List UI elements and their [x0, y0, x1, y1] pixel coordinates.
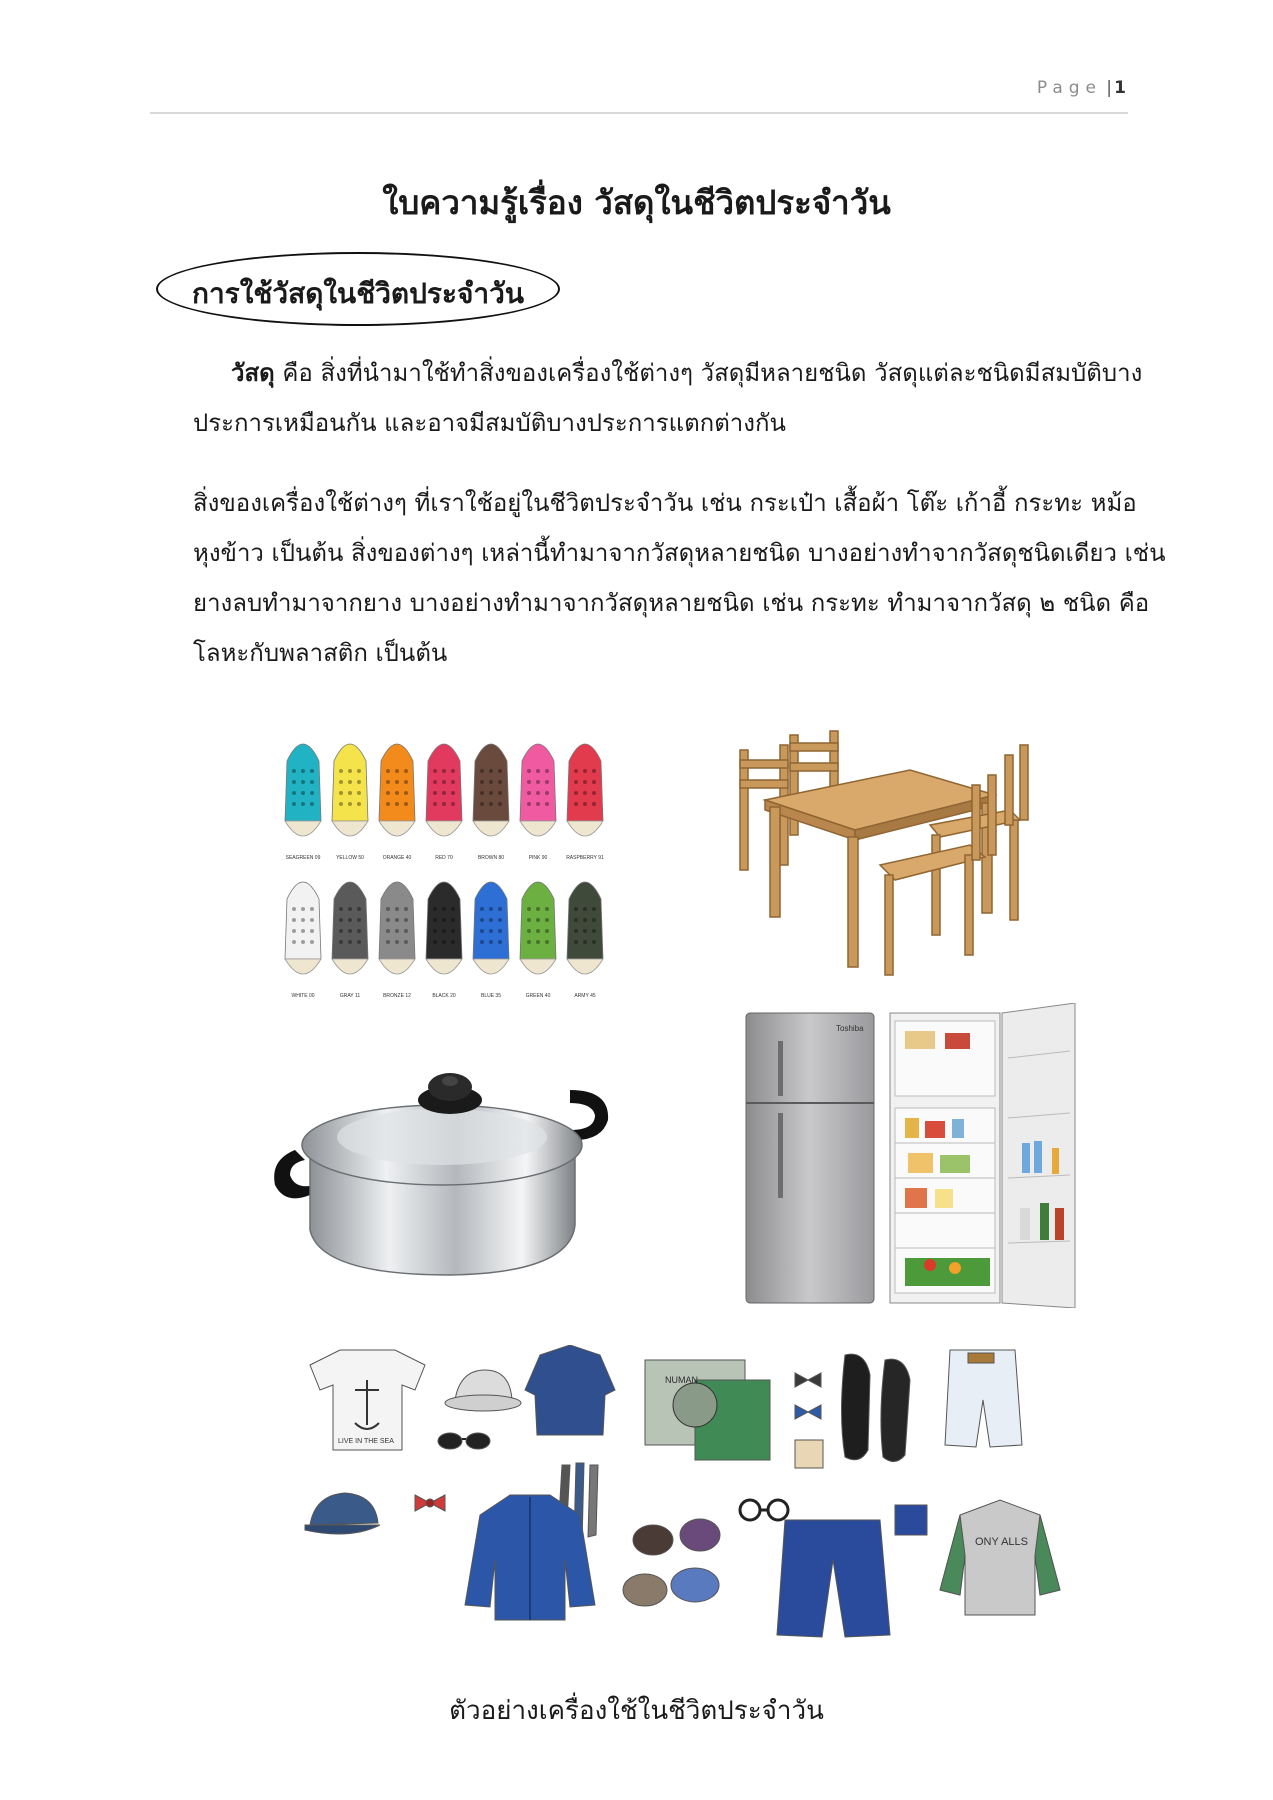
table-chairs-image	[720, 725, 1065, 980]
pot-image	[270, 1045, 615, 1285]
paragraph-2-line-2: หุงข้าว เป็นต้น สิ่งของต่างๆ เหล่านี้ทำมาจากวัสดุหลายชนิด บางอย่างทำจากวัสดุชนิดเดียว เช่น	[193, 539, 1166, 567]
denim-shirt	[525, 1345, 615, 1435]
paragraph-2-line-3: ยางลบทำมาจากยาง บางอย่างทำมาจากวัสดุหลายชนิด เช่น กระทะ ทำมาจากวัสดุ ๒ ชนิด คือ	[193, 589, 1150, 617]
shoe	[426, 882, 462, 999]
sunglasses	[438, 1433, 490, 1449]
shoe-color-label: YELLOW 50	[336, 855, 364, 861]
shoe-color-label: PINK 90	[528, 855, 548, 861]
shoe-color-label: BLACK 20	[432, 993, 456, 999]
shoe	[473, 882, 509, 999]
shoe	[473, 744, 509, 861]
shoe	[567, 882, 603, 999]
shoe-color-label: WHITE 00	[291, 993, 315, 999]
paragraph-1-line-1	[231, 358, 1142, 388]
page-label: Page	[1036, 78, 1102, 98]
shoe	[566, 744, 604, 861]
shoe	[285, 882, 321, 999]
striped-shorts	[777, 1520, 890, 1637]
shoe	[520, 882, 556, 999]
bow-ties	[795, 1373, 823, 1468]
shoe-color-label: GRAY 11	[339, 993, 361, 999]
tshirt-print: LIVE IN THE SEA	[338, 1438, 394, 1445]
refrigerator-image	[740, 1003, 1080, 1308]
page-number: 1	[1114, 78, 1126, 98]
paragraph-2-line-1: สิ่งของเครื่องใช้ต่างๆ ที่เราใช้อยู่ในชีวิตประจำวัน เช่น กระเป๋า เสื้อผ้า โต๊ะ เก้าอี้ กระทะ หม้อ	[193, 489, 1137, 517]
eyeglasses	[740, 1500, 788, 1520]
shoes-image	[275, 725, 615, 1000]
shoe	[426, 744, 462, 861]
paragraph-1-line-2: ประการเหมือนกัน และอาจมีสมบัติบางประการแตกต่างกัน	[193, 409, 786, 437]
table-leg	[770, 807, 780, 917]
shoe-color-label: BRONZE 12	[383, 993, 411, 999]
white-denim-shorts	[945, 1350, 1022, 1447]
shoe-color-label: ORANGE 40	[382, 855, 412, 861]
shoe	[332, 882, 368, 999]
denim-cap	[310, 1493, 378, 1525]
fridge-brand: Toshiba	[836, 1024, 864, 1033]
page-separator: |	[1106, 78, 1112, 98]
shoe-color-label: ARMY 45	[574, 993, 596, 999]
shoe	[379, 882, 415, 999]
page-header	[150, 78, 1128, 114]
black-shoes	[842, 1354, 911, 1461]
shoe-color-label: GREEN 40	[525, 993, 551, 999]
shoe-color-label: RASPBERRY 91	[566, 855, 604, 861]
table-leg	[848, 837, 858, 967]
closed-fridge	[746, 1013, 874, 1303]
graphic-tee-print: NUMAN	[665, 1375, 698, 1385]
red-bow	[415, 1495, 445, 1511]
clothes-image	[300, 1345, 1080, 1645]
term-bold: วัสดุ	[231, 359, 275, 387]
shoe-color-label: RED 70	[435, 855, 453, 861]
shoe-color-label: BROWN 80	[477, 855, 505, 861]
shoe-color-label: BLUE 35	[480, 993, 502, 999]
document-title: ใบความรู้เรื่อง วัสดุในชีวิตประจำวัน	[382, 183, 891, 222]
shoe	[332, 744, 368, 861]
section-heading: การใช้วัสดุในชีวิตประจำวัน	[192, 277, 524, 310]
sweater-print: ONY ALLS	[975, 1536, 1028, 1548]
figure-caption: ตัวอย่างเครื่องใช้ในชีวิตประจำวัน	[449, 1696, 824, 1726]
shoe-color-label: SEAGREEN 09	[285, 855, 321, 861]
definition-text: คือ สิ่งที่นำมาใช้ทำสิ่งของเครื่องใช้ต่างๆ วัสดุมีหลายชนิด วัสดุแต่ละชนิดมีสมบัติบาง	[274, 359, 1143, 387]
blue-pocket-square	[895, 1505, 927, 1535]
shoe-grid	[285, 744, 604, 999]
shoe	[520, 744, 556, 861]
hats-cluster	[623, 1519, 720, 1606]
shoe	[285, 744, 321, 861]
paragraph-2-line-4: โลหะกับพลาสติก เป็นต้น	[193, 639, 448, 667]
shoe	[379, 744, 415, 861]
